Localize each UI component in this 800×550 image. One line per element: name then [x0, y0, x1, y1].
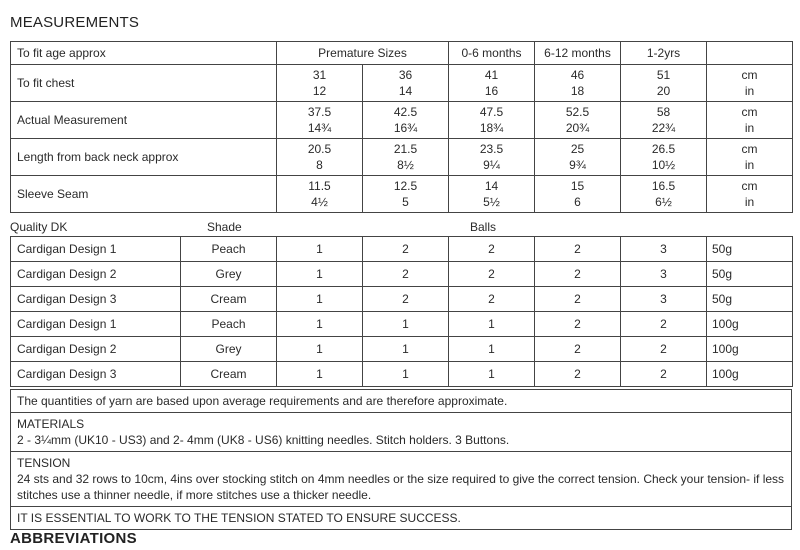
measurement-row-chest	[11, 65, 793, 102]
age-6-12-header: 6-12 months	[535, 42, 621, 65]
unit-cell: cm in	[707, 102, 793, 139]
balls-cell: 1	[449, 337, 535, 362]
materials-title: MATERIALS	[17, 417, 85, 431]
design-name: Cardigan Design 3	[11, 362, 181, 387]
size-cell: 11.5 4½	[277, 176, 363, 213]
size-cell: 41 16	[449, 65, 535, 102]
unit-header	[707, 42, 793, 65]
design-name: Cardigan Design 2	[11, 337, 181, 362]
premature-sizes-header: Premature Sizes	[277, 42, 449, 65]
size-cell: 21.5 8½	[363, 139, 449, 176]
measurements-table	[10, 41, 793, 213]
balls-cell: 2	[621, 362, 707, 387]
balls-cell: 3	[621, 287, 707, 312]
shade-cell: Grey	[181, 262, 277, 287]
unit-cell: cm in	[707, 65, 793, 102]
measurement-row-actual	[11, 102, 793, 139]
balls-cell: 1	[277, 262, 363, 287]
size-cell: 31 12	[277, 65, 363, 102]
essential-note: IT IS ESSENTIAL TO WORK TO THE TENSION STATED TO ENSURE SUCCESS.	[11, 507, 792, 530]
age-1-2-header: 1-2yrs	[621, 42, 707, 65]
yarn-row	[11, 262, 793, 287]
materials-section	[11, 413, 792, 452]
balls-cell: 1	[363, 362, 449, 387]
shade-label: Shade	[207, 220, 242, 234]
quantities-note: The quantities of yarn are based upon average requirements and are therefore approximate.	[11, 390, 792, 413]
balls-cell: 1	[449, 362, 535, 387]
balls-cell: 1	[363, 337, 449, 362]
shade-cell: Cream	[181, 287, 277, 312]
shade-cell: Grey	[181, 337, 277, 362]
balls-cell: 2	[621, 337, 707, 362]
tension-title: TENSION	[17, 456, 71, 470]
size-cell: 26.5 10½	[621, 139, 707, 176]
balls-cell: 2	[535, 312, 621, 337]
design-name: Cardigan Design 1	[11, 312, 181, 337]
design-name: Cardigan Design 3	[11, 287, 181, 312]
unit-cell: cm in	[707, 176, 793, 213]
shade-cell: Cream	[181, 362, 277, 387]
weight-cell: 100g	[707, 362, 793, 387]
yarn-row	[11, 337, 793, 362]
shade-cell: Peach	[181, 237, 277, 262]
row-label: Length from back neck approx	[11, 139, 277, 176]
size-cell: 37.5 14¾	[277, 102, 363, 139]
balls-cell: 3	[621, 237, 707, 262]
age-label: To fit age approx	[11, 42, 277, 65]
weight-cell: 50g	[707, 287, 793, 312]
size-cell: 16.5 6½	[621, 176, 707, 213]
design-name: Cardigan Design 2	[11, 262, 181, 287]
row-label: To fit chest	[11, 65, 277, 102]
balls-cell: 1	[277, 237, 363, 262]
size-cell: 36 14	[363, 65, 449, 102]
abbreviations-heading: ABBREVIATIONS	[10, 530, 137, 547]
size-cell: 23.5 9¼	[449, 139, 535, 176]
size-cell: 14 5½	[449, 176, 535, 213]
balls-cell: 1	[277, 287, 363, 312]
balls-cell: 2	[535, 237, 621, 262]
balls-cell: 2	[535, 287, 621, 312]
yarn-row	[11, 237, 793, 262]
unit-cell: cm in	[707, 139, 793, 176]
measurement-row-sleeve	[11, 176, 793, 213]
yarn-table	[10, 236, 793, 387]
balls-cell: 2	[363, 287, 449, 312]
balls-cell: 2	[363, 262, 449, 287]
quality-label: Quality DK	[10, 220, 68, 234]
size-cell: 46 18	[535, 65, 621, 102]
weight-cell: 50g	[707, 262, 793, 287]
size-cell: 15 6	[535, 176, 621, 213]
balls-cell: 2	[535, 337, 621, 362]
measurements-heading: MEASUREMENTS	[10, 14, 140, 31]
notes-table	[10, 389, 792, 530]
balls-cell: 1	[363, 312, 449, 337]
size-cell: 25 9¾	[535, 139, 621, 176]
size-cell: 51 20	[621, 65, 707, 102]
balls-cell: 2	[621, 312, 707, 337]
balls-cell: 1	[277, 337, 363, 362]
balls-cell: 2	[449, 237, 535, 262]
yarn-row	[11, 362, 793, 387]
yarn-row	[11, 287, 793, 312]
balls-cell: 1	[277, 362, 363, 387]
weight-cell: 100g	[707, 312, 793, 337]
size-cell: 20.5 8	[277, 139, 363, 176]
weight-cell: 100g	[707, 337, 793, 362]
design-name: Cardigan Design 1	[11, 237, 181, 262]
age-0-6-header: 0-6 months	[449, 42, 535, 65]
size-cell: 42.5 16¾	[363, 102, 449, 139]
balls-cell: 2	[363, 237, 449, 262]
balls-cell: 1	[449, 312, 535, 337]
materials-text: 2 - 3¼mm (UK10 - US3) and 2- 4mm (UK8 - US6) knitting needles. Stitch holders. 3 Buttons.	[17, 433, 510, 447]
balls-cell: 3	[621, 262, 707, 287]
row-label: Sleeve Seam	[11, 176, 277, 213]
tension-text: 24 sts and 32 rows to 10cm, 4ins over stocking stitch on 4mm needles or the size required to give the correct tension. Check your tension- if less stitches use a thinner needle, if more stitches use a thicker needle.	[17, 472, 785, 502]
balls-cell: 2	[449, 262, 535, 287]
size-cell: 12.5 5	[363, 176, 449, 213]
shade-cell: Peach	[181, 312, 277, 337]
balls-label: Balls	[470, 220, 497, 234]
balls-cell: 2	[535, 262, 621, 287]
balls-cell: 2	[449, 287, 535, 312]
balls-cell: 1	[277, 312, 363, 337]
yarn-row	[11, 312, 793, 337]
weight-cell: 50g	[707, 237, 793, 262]
row-label: Actual Measurement	[11, 102, 277, 139]
size-cell: 52.5 20¾	[535, 102, 621, 139]
measurement-row-length	[11, 139, 793, 176]
balls-cell: 2	[535, 362, 621, 387]
yarn-header	[10, 220, 792, 236]
tension-section	[11, 452, 792, 507]
size-cell: 47.5 18¾	[449, 102, 535, 139]
measurements-header-row	[11, 42, 793, 65]
size-cell: 58 22¾	[621, 102, 707, 139]
